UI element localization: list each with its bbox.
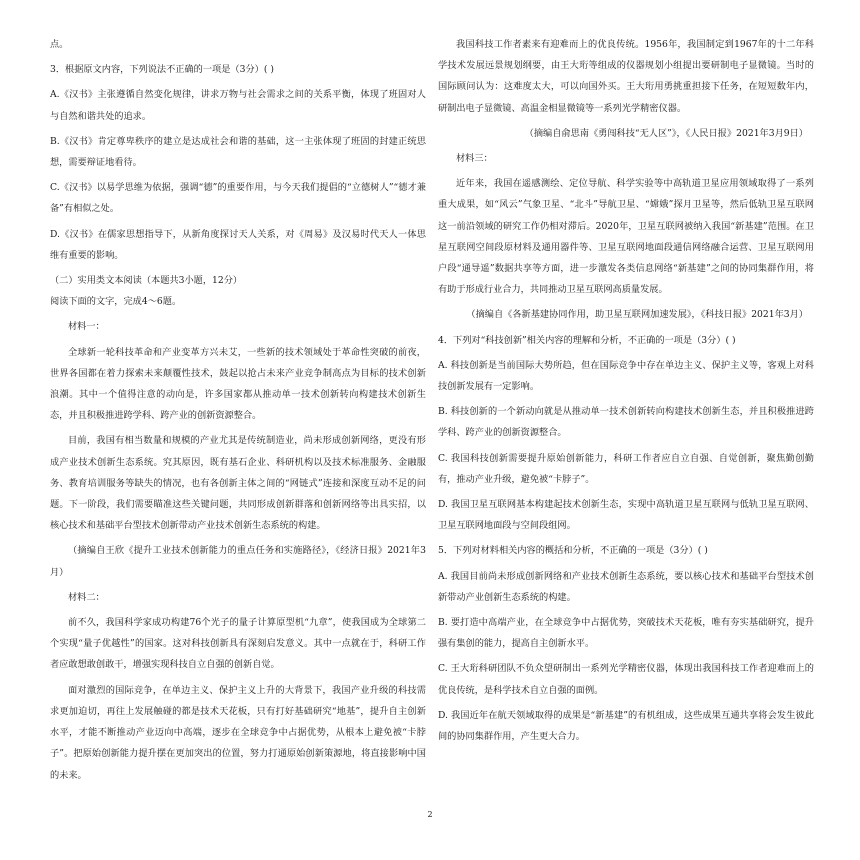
material-1-source: （摘编自王欣《提升工业技术创新能力的重点任务和实施路径》，《经济日报》2021年3月） xyxy=(50,545,426,578)
question-3-stem: 3．根据原文内容，下列说法不正确的一项是（3分）( ) xyxy=(50,64,274,76)
question-5-option-d: D. 我国近年在航天领域取得的成果是“新基建”的有机组成，这些成果互通共享将会发生彼此间的协同集群作用，产生更大合力。 xyxy=(438,709,814,743)
question-5-option-a: A. 我国目前尚未形成创新网络和产业技术创新生态系统，要以核心技术和基础平台型技术创新带动产业创新生态系统的构建。 xyxy=(438,570,814,603)
material-3-label: 材料三： xyxy=(456,153,493,165)
material-3-paragraph-1: 近年来，我国在遥感测绘、定位导航、科学实验等中高轨道卫星应用领域取得了一系列重大成果，如“风云”气象卫星、“北斗”导航卫星、“嫦娥”探月卫星等，然后低轨卫星互联网这一前沿领域的研究工作仍相对滞后。2020年，卫星互联网被纳入我国“新基建”范围。在卫星互联网空间段原材料及通用器件等、卫星互联网地面段通信网络融合运营、卫星互联网用户段“通导遥”数据共享等方面，进一步激发各类信息网络“新基建”之间的协同集群作用，将有助于形成行业合力，共同推动卫星互联网高质量发展。 xyxy=(438,178,814,296)
material-1-paragraph-2: 目前，我国有相当数量和规模的产业尤其是传统制造业，尚未形成创新网络，更没有形成产业技术创新生态系统。究其原因，既有基石企业、科研机构以及技术标准服务、金融服务、教育培训服务等缺失的情况，也有各创新主体之间的“网链式”连接和深度互动不足的问题。下一阶段，我们需要瞄准这些关键问题，共同形成创新群落和创新网络等出具实招，以核心技术和基础平台型技术创新带动产业技术创新生态系统的构建。 xyxy=(50,435,426,532)
section-heading: （二）实用类文本阅读（本题共3小题，12分） xyxy=(50,275,243,287)
material-3-source: （摘编自《各新基建协同作用，助卫星互联网加速发展》，《科技日报》2021年3月） xyxy=(466,309,808,321)
material-1-paragraph-1: 全球新一轮科技革命和产业变革方兴未艾，一些新的技术领域处于革命性突破的前夜，世界各国都在着力探索未来颠覆性技术，鼓起以抢占未来产业竞争制高点为目标的技术创新浪潮。其中一个值得注意的动向是，许多国家都从推动单一技术创新转向构建技术创新生态，并且积极推进跨学科、跨产业的创新资源整合。 xyxy=(50,346,426,422)
question-3-option-d: D.《汉书》在儒家思想指导下，从新角度探讨天人关系，对《周易》及汉易时代天人一体思维有重要的影响。 xyxy=(50,228,426,261)
question-5-option-c: C. 王大珩科研团队不负众望研制出一系列光学精密仪器，体现出我国科技工作者迎难而上的优良传统，是科学技术自立自强的面例。 xyxy=(438,663,814,696)
continuation-text: 点。 xyxy=(50,39,69,50)
question-3-option-b: B.《汉书》肯定尊卑秩序的建立是达成社会和谐的基础，这一主张体现了班固的封建正统思想，需要辩证地看待。 xyxy=(50,135,426,169)
question-3-option-c: C.《汉书》以易学思维为依据，强调“德”的重要作用，与今天我们提倡的“立德树人”“德才兼备”有相似之处。 xyxy=(50,182,426,215)
question-5-option-b: B. 要打造中高端产业，在全球竞争中占据优势，突破技术天花板，唯有夯实基础研究，提升强有集创的能力，提高自主创新水平。 xyxy=(438,617,814,650)
material-2-paragraph-2: 面对激烈的国际竞争，在单边主义、保护主义上升的大背景下，我国产业升级的科技需求更加迫切，再往上发展触碰的都是技术天花板，只有打好基础研究“地基”，提升自主创新水平，才能不断推动产业迈向中高端，逐步在全球竞争中占据优势，从根本上避免被“卡脖子”。把原始创新能力提升摆在更加突出的位置，努力打通原始创新策源地，将直接影响中国的未来。 xyxy=(50,684,426,781)
question-4-option-b: B. 科技创新的一个新动向就是从推动单一技术创新转向构建技术创新生态，并且积极推进跨学科、跨产业的创新资源整合。 xyxy=(438,406,814,439)
page-number: 2 xyxy=(427,810,433,819)
question-5-stem: 5．下列对材料相关内容的概括和分析，不正确的一项是（3分）( ) xyxy=(438,545,708,557)
reading-instruction: 阅读下面的文字，完成4～6题。 xyxy=(50,296,182,308)
question-4-option-a: A. 科技创新是当前国际大势所趋，但在国际竞争中存在单边主义、保护主义等，客观上对科技创新发展有一定影响。 xyxy=(438,359,814,393)
material-2-paragraph-3: 我国科技工作者素来有迎难而上的优良传统。1956年，我国制定到1967年的十二年科学技术发展远景规划纲要，由王大珩等组成的仪器规划小组提出要研制电子显微镜。当时的国际顾问认为：这难度太大，可以向国外买。王大珩用勇挑重担接下任务，在短短数年内，研制出电子显微镜、高温金相显微镜等一系列光学精密仪器。 xyxy=(438,39,814,114)
question-4-stem: 4．下列对“科技创新”相关内容的理解和分析，不正确的一项是（3分）( ) xyxy=(438,334,736,346)
question-4-option-c: C. 我国科技创新需要提升原始创新能力，科研工作者应自立自强、自觉创新，聚焦勤创勤有，推动产业升级，避免被“卡脖子”。 xyxy=(438,452,814,485)
left-column xyxy=(50,34,426,786)
material-2-label: 材料二： xyxy=(68,591,105,603)
material-2-source: （摘编自俞思南《勇闯科技“无人区”》，《人民日报》2021年3月9日） xyxy=(524,127,808,139)
material-1-label: 材料一： xyxy=(68,321,105,333)
material-2-paragraph-1: 前不久，我国科学家成功构建76个光子的量子计算原型机“九章”，使我国成为全球第二个实现“量子优越性”的国家。这对科技创新具有深刻启发意义。其中一点就在于，科研工作者应敢想敢创敢干，增强实现科技自立自强的创新自觉。 xyxy=(50,617,426,671)
question-4-option-d: D. 我国卫星互联网基本构建起技术创新生态，实现中高轨道卫星互联网与低轨卫星互联网、卫星互联网地面段与空间段组网。 xyxy=(438,499,814,532)
question-3-option-a: A.《汉书》主张遵循自然变化规律，讲求万物与社会需求之间的关系平衡，体现了班固对人与自然和谐共处的追求。 xyxy=(50,89,426,122)
right-column xyxy=(438,34,814,747)
